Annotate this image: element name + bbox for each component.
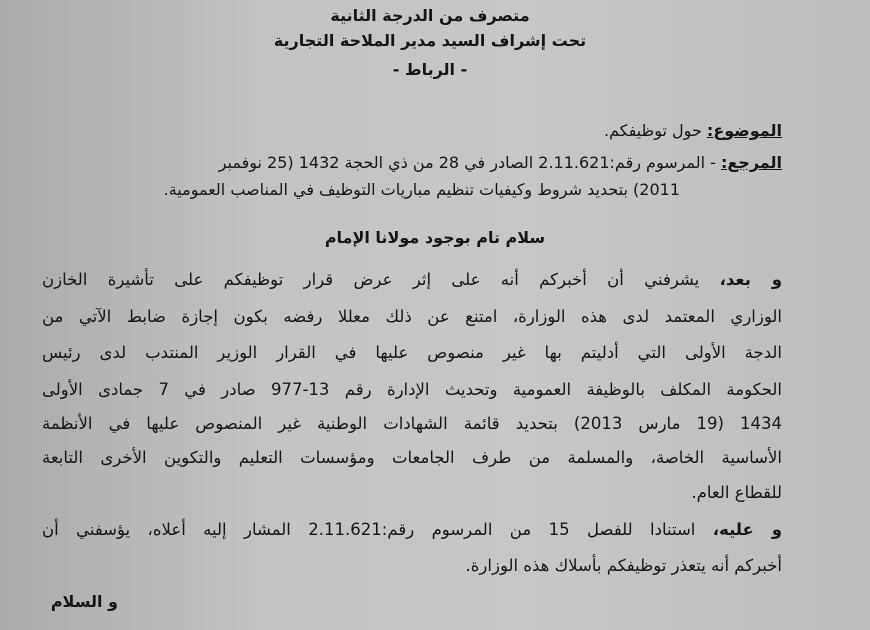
body-line-1-text: يشرفني أن أخبركم أنه على إثر عرض قرار توظيفكم على تأشيرة الخازن [42,270,700,289]
reference-label: المرجع: [720,153,782,172]
subject-line [604,121,782,140]
reference-text-1: - المرسوم رقم:2.11.621 الصادر في 28 من ذي الحجة 1432 (25 نوفمبر [218,153,716,172]
conclusion-intro: و عليه، [712,520,782,539]
reference-text-2: 2011) بتحديد شروط وكيفيات تنظيم مباريات التوظيف في المناصب العمومية. [163,180,680,199]
closing: و السلام [50,592,118,611]
body-line-2: الوزاري المعتمد لدى هذه الوزارة، امتنع عن ذلك معللا رفضه بكون إجازة ضابط الآتي من [42,307,782,326]
body-line-1 [42,270,782,289]
conclusion-line-1-text: استنادا للفصل 15 من المرسوم رقم:2.11.621 المشار إليه أعلاه، يؤسفني أن [42,520,696,539]
body-line-4: الحكومة المكلف بالوظيفة العمومية وتحديث الإدارة رقم 13-977 صادر في 7 جمادى الأولى [42,380,783,399]
reference-line [219,153,782,172]
header-rank: متصرف من الدرجة الثانية [330,6,530,25]
greeting: سلام تام بوجود مولانا الإمام [324,228,546,247]
body-line-5: 1434 (19 مارس 2013) بتحديد قائمة الشهادات الوطنية غير المنصوص عليها في الأنظمة [42,414,783,433]
header-city: - الرباط - [392,60,468,79]
subject-text: حول توظيفكم. [604,121,702,140]
header-supervision: تحت إشراف السيد مدير الملاحة التجارية [273,31,587,50]
body-line-7: للقطاع العام. [691,483,782,502]
body-line-6: الأساسية الخاصة، والمسلمة من طرف الجامعات ومؤسسات التعليم والتكوين الأخرى التابعة [42,448,782,467]
conclusion-line-2: أخبركم أنه يتعذر توظيفكم بأسلاك هذه الوزارة. [465,556,782,575]
subject-label: الموضوع: [706,121,782,140]
body-intro: و بعد، [719,270,782,289]
body-line-3: الدجة الأولى التي أدليتم بها غير منصوص عليها في القرار الوزير المنتدب لدى رئيس [42,343,782,362]
conclusion-line-1 [42,520,782,539]
